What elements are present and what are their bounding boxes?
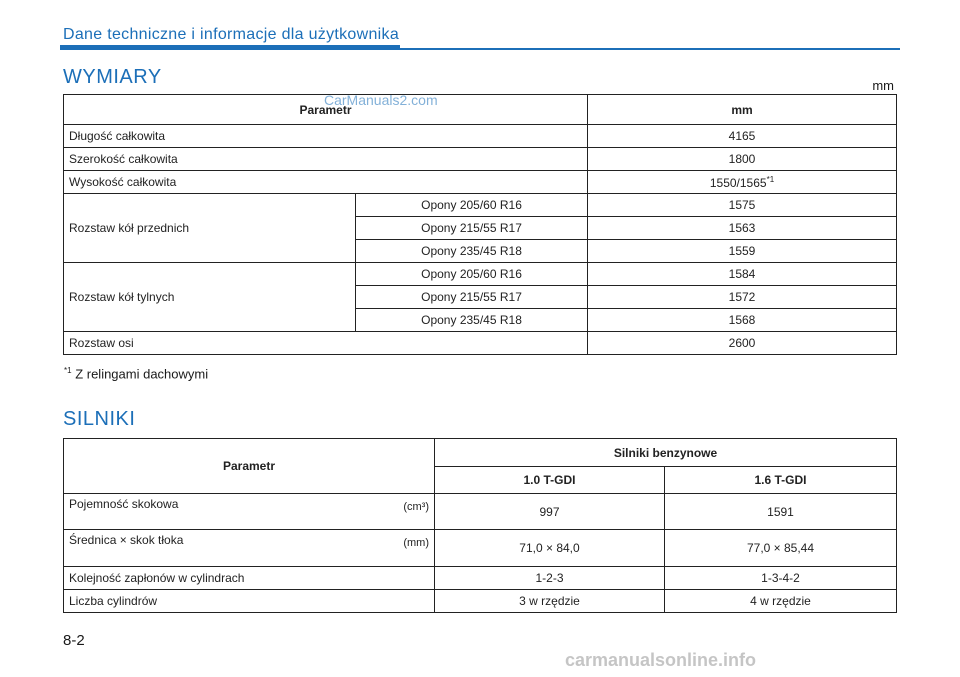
header-title: Dane techniczne i informacje dla użytkownika [63,26,400,43]
table-header-row [64,439,897,467]
tire-size: Opony 215/55 R17 [356,217,588,240]
dimensions-section-title: WYMIARY [63,66,162,88]
row-label-length: Długość całkowita [64,125,588,148]
row-label-displacement: Pojemność skokowa [69,497,179,511]
table-row [64,194,897,217]
row-label-width: Szerokość całkowita [64,148,588,171]
row-unit: (mm) [403,537,429,549]
table-row [64,148,897,171]
table-row [64,494,897,530]
footnote [64,366,208,381]
table-row [64,332,897,355]
engines-table [63,438,897,613]
row-value-wheelbase: 2600 [588,332,897,355]
row-label-cylinders: Liczba cylindrów [64,590,435,613]
track-value: 1568 [588,309,897,332]
row-label-cell [64,494,435,530]
track-value: 1572 [588,286,897,309]
row-label-front-track: Rozstaw kół przednich [64,194,356,263]
engine-value: 1-3-4-2 [665,567,897,590]
tire-size: Opony 205/60 R16 [356,194,588,217]
row-unit: (cm³) [403,501,429,513]
row-label-height: Wysokość całkowita [64,171,588,194]
column-header-engine: 1.0 T-GDI [435,467,665,494]
tire-size: Opony 235/45 R18 [356,309,588,332]
table-row [64,567,897,590]
page-number: 8-2 [63,632,85,649]
header-rule [60,48,900,50]
table-row [64,125,897,148]
engine-value: 4 w rzędzie [665,590,897,613]
table-row [64,171,897,194]
track-value: 1584 [588,263,897,286]
footnote-text: Z relingami dachowymi [75,366,209,382]
tire-size: Opony 235/45 R18 [356,240,588,263]
row-value-width: 1800 [588,148,897,171]
track-value: 1563 [588,217,897,240]
column-header-mm: mm [588,95,897,125]
engines-section-title: SILNIKI [63,408,136,430]
row-label-rear-track: Rozstaw kół tylnych [64,263,356,332]
row-value-height: 1550/1565 [709,175,767,190]
engine-value: 71,0 × 84,0 [435,530,665,567]
engine-value: 1-2-3 [435,567,665,590]
engine-value: 1591 [665,494,897,530]
row-value-length: 4165 [588,125,897,148]
column-header-parameter: Parametr [64,95,588,125]
column-header-parameter: Parametr [64,439,435,494]
watermark-bottom: carmanualsonline.info [565,650,757,670]
engine-value: 997 [435,494,665,530]
table-header-row [64,95,897,125]
row-label-bore-stroke: Średnica × skok tłoka [69,533,184,547]
column-header-petrol-engines: Silniki benzynowe [435,439,897,467]
footnote-marker: *1 [766,174,775,184]
tire-size: Opony 215/55 R17 [356,286,588,309]
row-label-wheelbase: Rozstaw osi [64,332,588,355]
engine-value: 3 w rzędzie [435,590,665,613]
dimensions-table [63,94,897,355]
table-row [64,530,897,567]
track-value: 1575 [588,194,897,217]
column-header-engine: 1.6 T-GDI [665,467,897,494]
table-row [64,590,897,613]
watermark-top: CarManuals2.com [324,92,438,108]
dimensions-unit-label: mm [872,78,894,93]
row-label-cell [64,530,435,567]
engine-value: 77,0 × 85,44 [665,530,897,567]
row-label-firing-order: Kolejność zapłonów w cylindrach [64,567,435,590]
row-value-height-cell [588,171,897,194]
footnote-marker: *1 [64,366,72,375]
tire-size: Opony 205/60 R16 [356,263,588,286]
table-row [64,263,897,286]
track-value: 1559 [588,240,897,263]
